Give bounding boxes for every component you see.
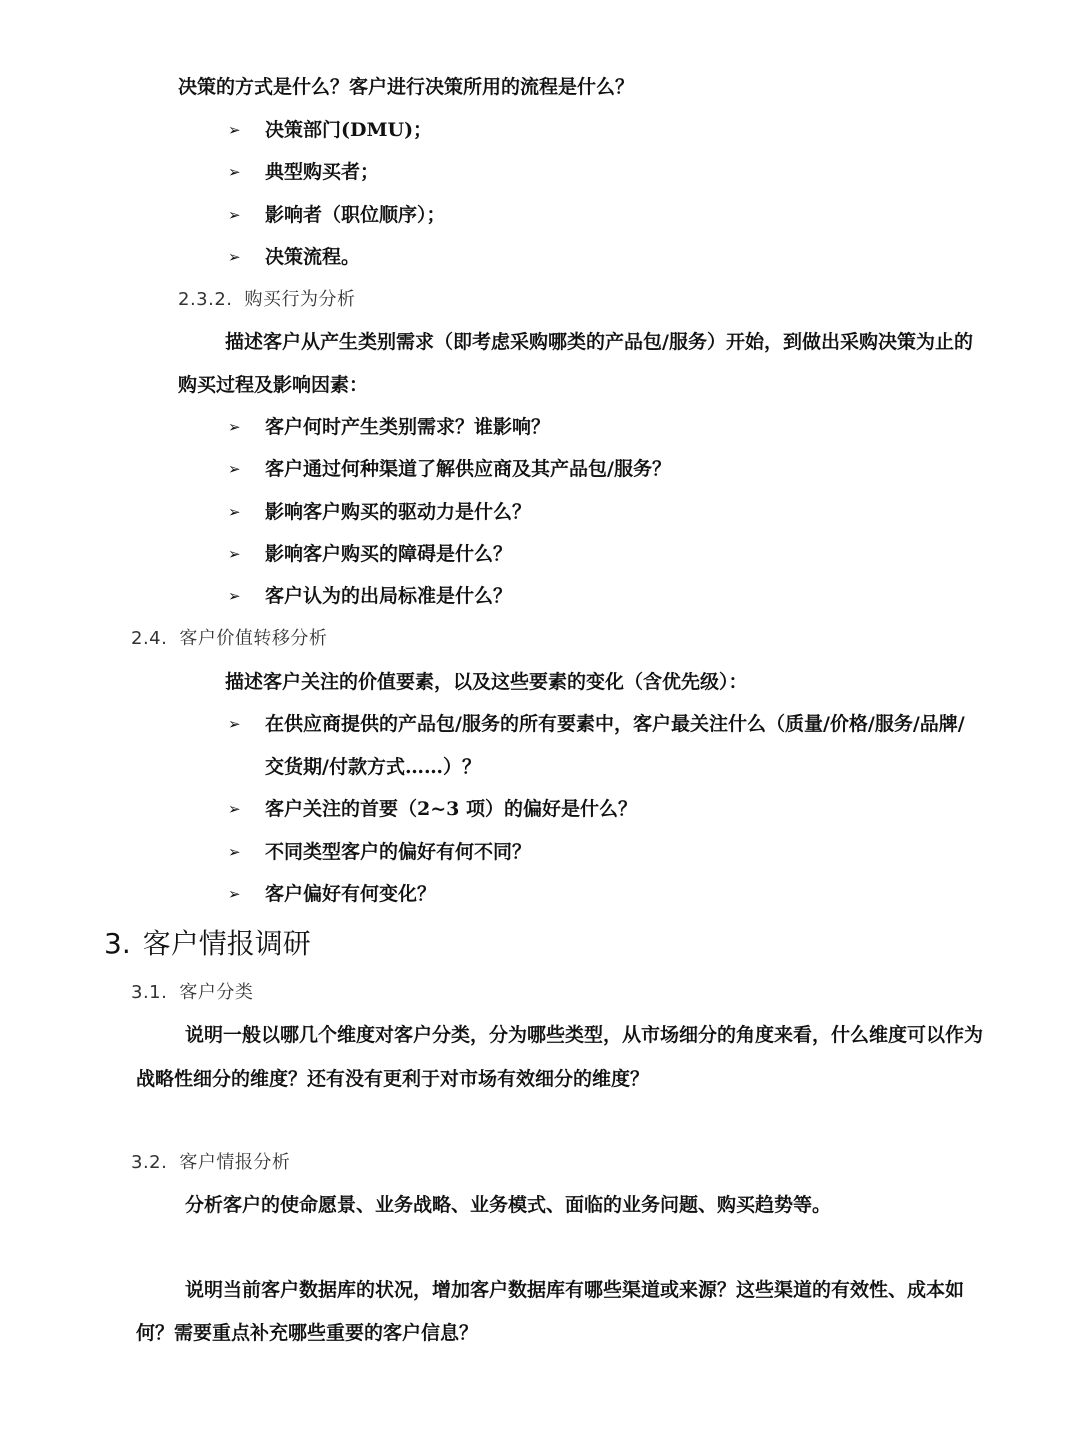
arrowhead-bullet-icon: ➢ bbox=[228, 460, 241, 478]
subsection-heading-2-3-2 bbox=[178, 288, 356, 312]
arrowhead-bullet-icon: ➢ bbox=[228, 800, 241, 818]
bullet-item: 客户关注的首要（2~3 项）的偏好是什么？ bbox=[265, 798, 637, 820]
section-number: 3.1. bbox=[131, 982, 168, 1003]
arrowhead-bullet-icon: ➢ bbox=[228, 843, 241, 861]
paragraph-line: 描述客户从产生类别需求（即考虑采购哪类的产品包/服务）开始，到做出采购决策为止的 bbox=[225, 331, 973, 353]
arrowhead-bullet-icon: ➢ bbox=[228, 503, 241, 521]
paragraph-line: 购买过程及影响因素： bbox=[178, 374, 369, 396]
paragraph-line: 描述客户关注的价值要素，以及这些要素的变化（含优先级）： bbox=[225, 671, 748, 693]
arrowhead-bullet-icon: ➢ bbox=[228, 885, 241, 903]
subsection-heading-2-4 bbox=[131, 627, 327, 651]
arrowhead-bullet-icon: ➢ bbox=[228, 206, 241, 224]
subsection-heading-3-2 bbox=[131, 1151, 290, 1175]
bullet-item: 客户何时产生类别需求？谁影响？ bbox=[265, 416, 551, 438]
paragraph-line: 说明当前客户数据库的状况，增加客户数据库有哪些渠道或来源？这些渠道的有效性、成本如 bbox=[185, 1279, 965, 1301]
subsection-heading-3-1 bbox=[131, 981, 253, 1005]
bullet-item: 典型购买者； bbox=[265, 161, 380, 183]
paragraph-line: 何？需要重点补充哪些重要的客户信息？ bbox=[136, 1322, 479, 1344]
section-title: 购买行为分析 bbox=[244, 289, 356, 310]
bullet-item: 影响者（职位顺序）； bbox=[265, 204, 446, 226]
section-number: 3. bbox=[104, 927, 131, 960]
bullet-item: 影响客户购买的驱动力是什么？ bbox=[265, 501, 532, 523]
bullet-item: 在供应商提供的产品包/服务的所有要素中，客户最关注什么（质量/价格/服务/品牌/ bbox=[265, 713, 965, 735]
arrowhead-bullet-icon: ➢ bbox=[228, 121, 241, 139]
arrowhead-bullet-icon: ➢ bbox=[228, 545, 241, 563]
paragraph-line: 说明一般以哪几个维度对客户分类，分为哪些类型，从市场细分的角度来看，什么维度可以作为 bbox=[185, 1024, 984, 1046]
paragraph-line: 战略性细分的维度？还有没有更利于对市场有效细分的维度？ bbox=[136, 1068, 650, 1090]
bullet-item-continuation: 交货期/付款方式……）？ bbox=[265, 756, 481, 778]
paragraph-line: 分析客户的使命愿景、业务战略、业务模式、面临的业务问题、购买趋势等。 bbox=[185, 1194, 832, 1216]
section-title: 客户情报分析 bbox=[179, 1152, 291, 1173]
bullet-item: 客户通过何种渠道了解供应商及其产品包/服务？ bbox=[265, 458, 671, 480]
arrowhead-bullet-icon: ➢ bbox=[228, 163, 241, 181]
section-number: 3.2. bbox=[131, 1152, 168, 1173]
section-title: 客户情报调研 bbox=[142, 927, 311, 960]
arrowhead-bullet-icon: ➢ bbox=[228, 248, 241, 266]
arrowhead-bullet-icon: ➢ bbox=[228, 715, 241, 733]
bullet-item: 决策部门(DMU)； bbox=[265, 119, 433, 141]
bullet-item: 决策流程。 bbox=[265, 246, 361, 268]
section-number: 2.3.2. bbox=[178, 289, 233, 310]
intro-line: 决策的方式是什么？客户进行决策所用的流程是什么？ bbox=[178, 76, 635, 98]
bullet-item: 客户偏好有何变化？ bbox=[265, 883, 437, 905]
section-number: 2.4. bbox=[131, 628, 168, 649]
arrowhead-bullet-icon: ➢ bbox=[228, 418, 241, 436]
section-title: 客户价值转移分析 bbox=[179, 628, 328, 649]
section-title: 客户分类 bbox=[179, 982, 254, 1003]
bullet-item: 客户认为的出局标准是什么？ bbox=[265, 585, 513, 607]
section-heading-3 bbox=[104, 926, 311, 962]
arrowhead-bullet-icon: ➢ bbox=[228, 587, 241, 605]
bullet-item: 影响客户购买的障碍是什么？ bbox=[265, 543, 513, 565]
bullet-item: 不同类型客户的偏好有何不同？ bbox=[265, 841, 532, 863]
